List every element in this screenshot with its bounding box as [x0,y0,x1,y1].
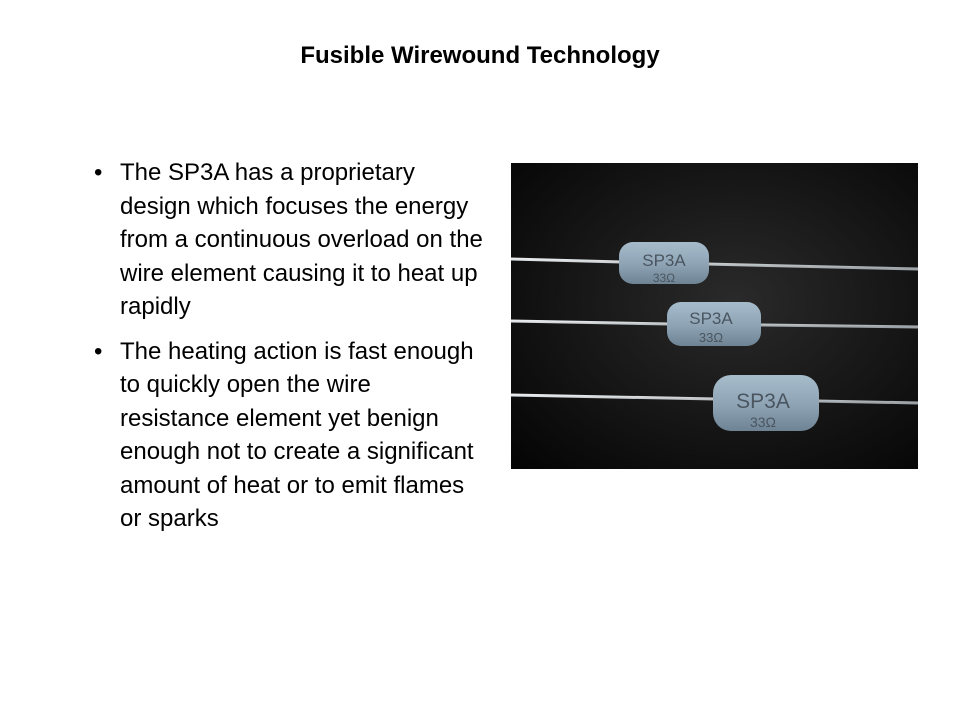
bullet-dot-icon: • [94,337,103,365]
resistor-value: 33Ω [749,414,777,430]
bullet-text: The SP3A has a proprietary design which focuses the energy from a continuous overload on the wire element causing it to heat up rapidly [120,159,483,320]
resistor-value: 33Ω [652,271,676,285]
resistor-photo [511,163,918,469]
slide-title: Fusible Wirewound Technology [300,42,660,69]
bullet-dot-icon: • [94,159,103,186]
bullet-item [94,156,484,324]
resistor-photo-graphic [511,163,918,469]
resistor-marking: SP3A [736,390,790,413]
bullet-list [94,156,484,547]
bullet-item [94,335,484,536]
resistor-value: 33Ω [698,330,724,345]
resistor-marking: SP3A [642,251,686,270]
bullet-text: The heating action is fast enough to quickly open the wire resistance element yet benign enough not to create a significant amount of heat or to emit flames or sparks [120,337,474,532]
resistor-marking: SP3A [689,309,733,328]
